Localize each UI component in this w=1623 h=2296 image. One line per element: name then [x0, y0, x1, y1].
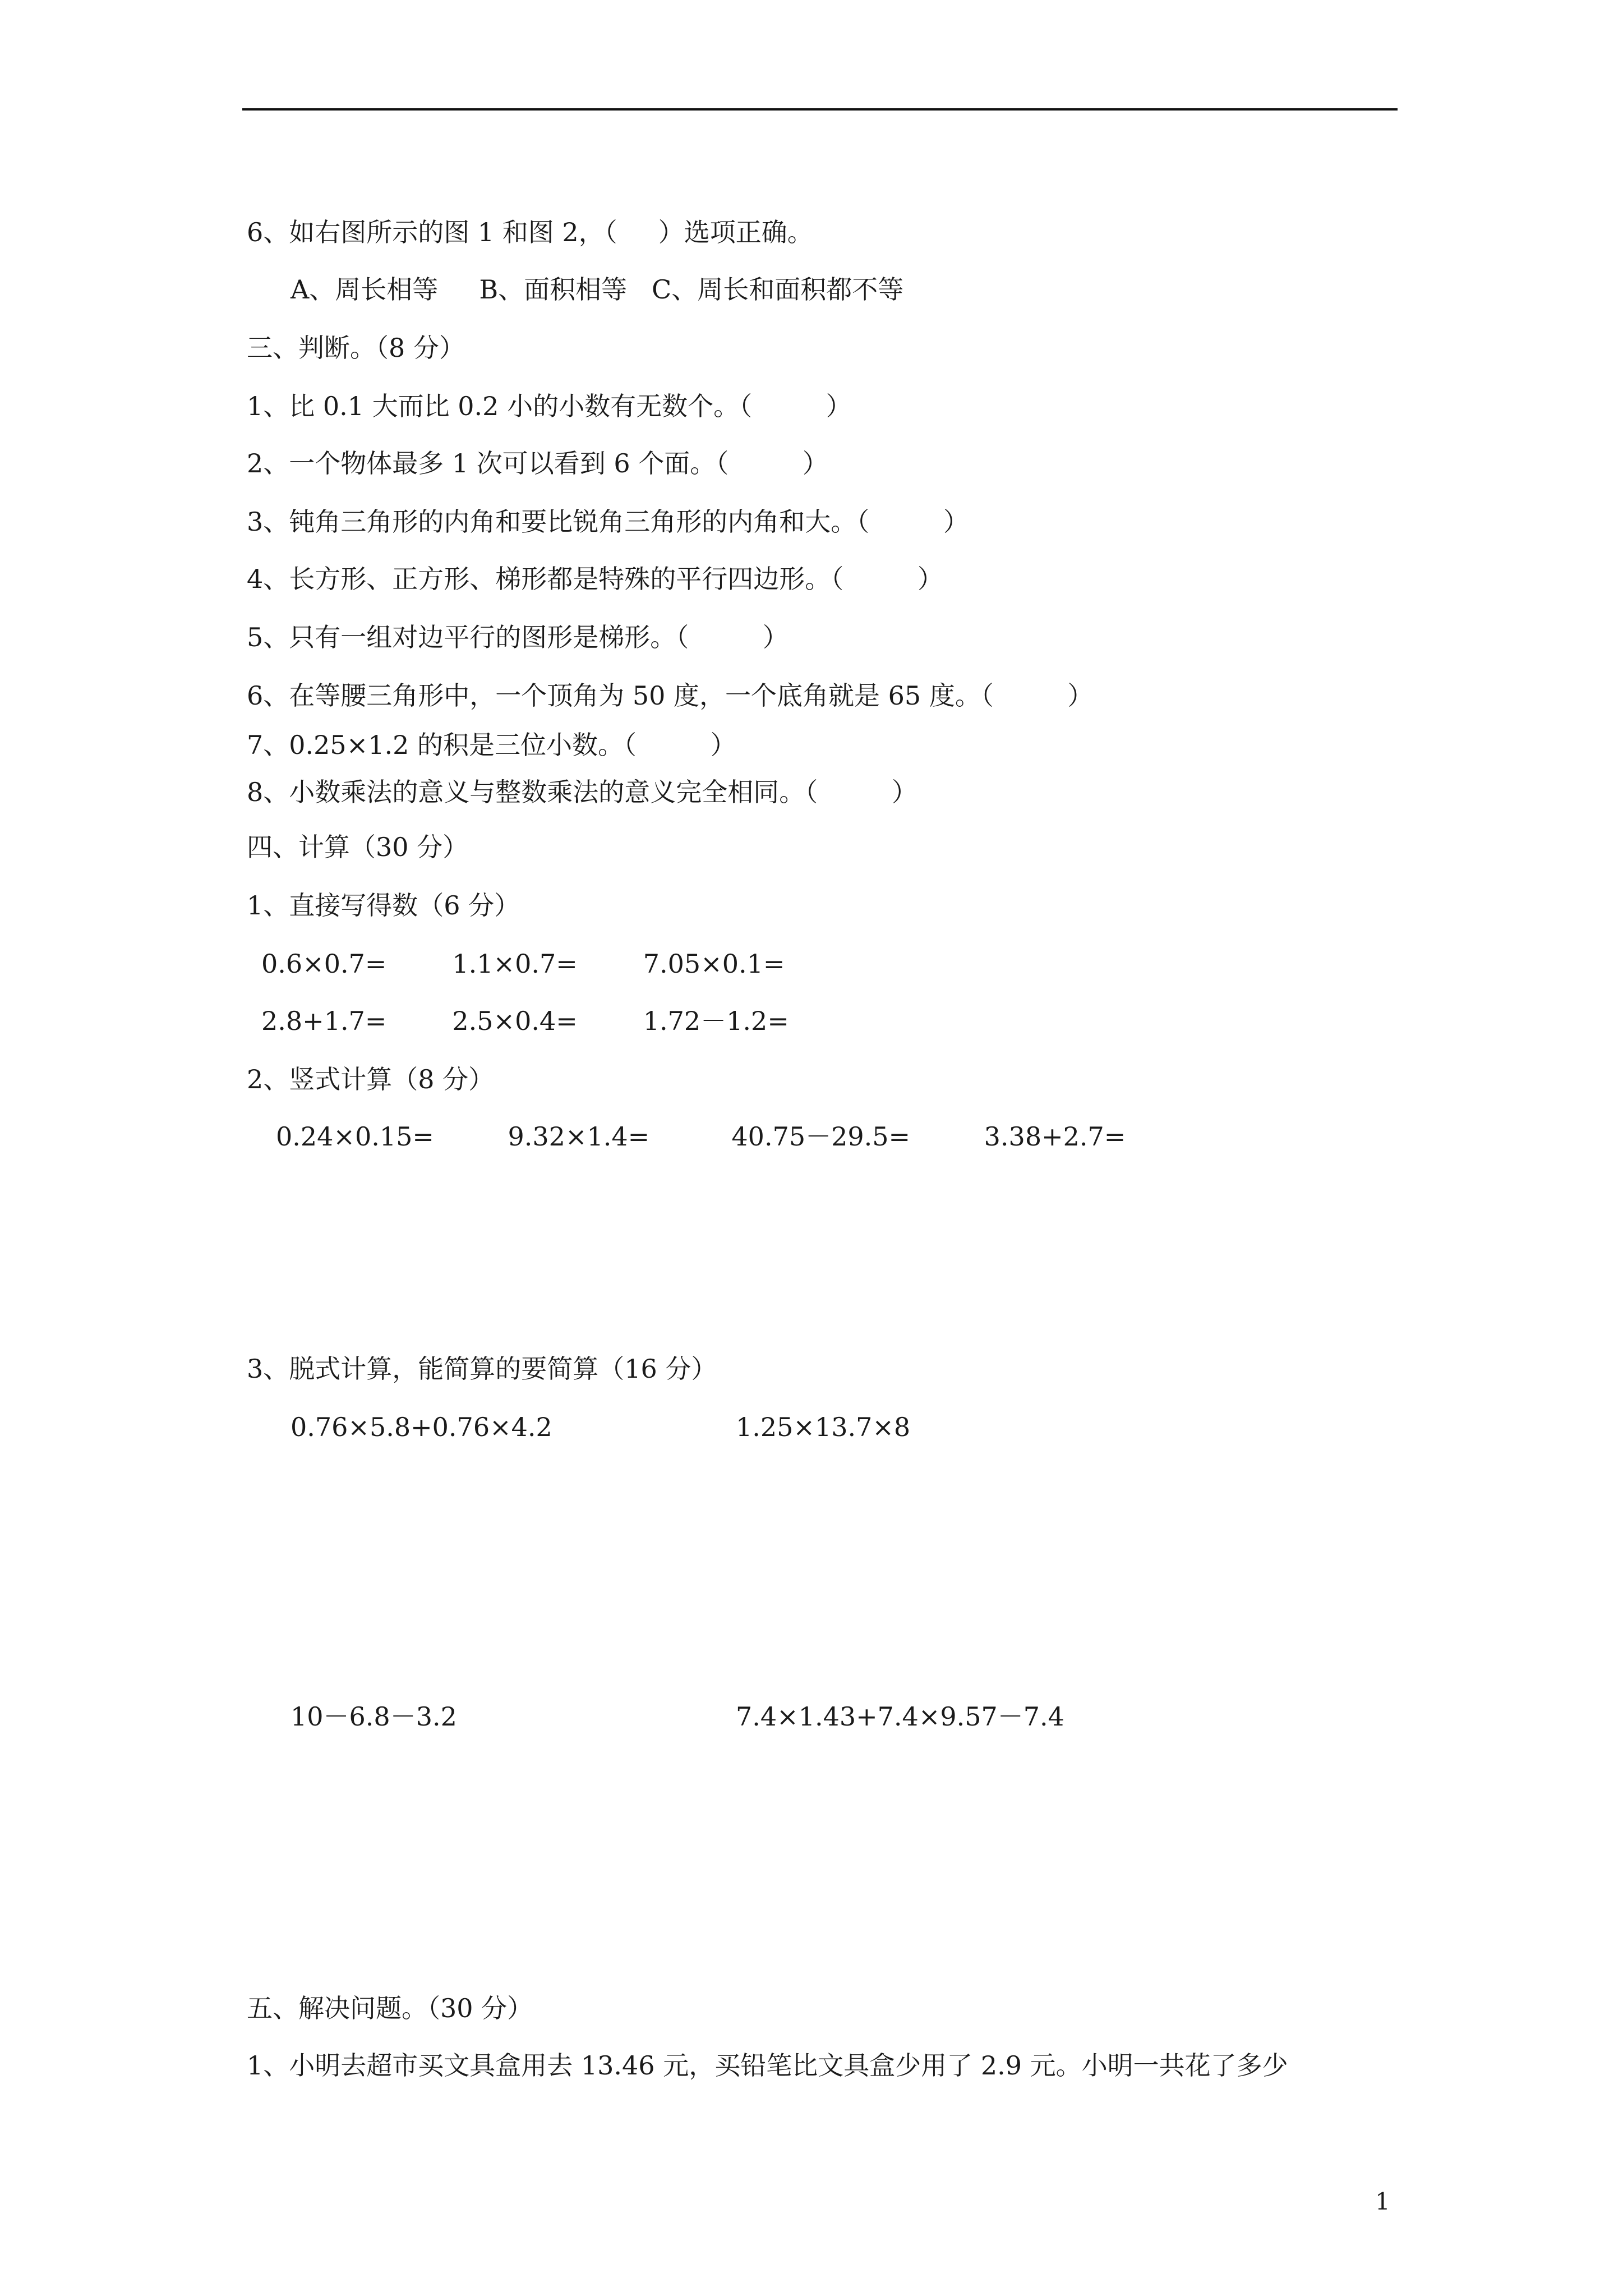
calc-part-1-row-1: 0.6×0.7= 1.1×0.7= 7.05×0.1=: [261, 949, 785, 979]
judge-item-3: 3、钝角三角形的内角和要比锐角三角形的内角和大。（ ）: [247, 507, 969, 537]
section-5-title: 五、解决问题。（30 分）: [247, 1993, 533, 2023]
judge-item-7: 7、0.25×1.2 的积是三位小数。（ ）: [247, 730, 736, 760]
calc-part-3-expr-c: 10－6.8－3.2: [291, 1701, 457, 1732]
question-6: 6、如右图所示的图 1 和图 2，（ ）选项正确。: [247, 217, 813, 247]
calc-part-3-title: 3、脱式计算，能简算的要简算（16 分）: [247, 1354, 717, 1384]
judge-item-5: 5、只有一组对边平行的图形是梯形。（ ）: [247, 622, 789, 652]
question-6-options: A、周长相等 B、面积相等 C、周长和面积都不等: [291, 274, 904, 305]
judge-item-8: 8、小数乘法的意义与整数乘法的意义完全相同。（ ）: [247, 777, 917, 807]
calc-part-3-expr-b: 1.25×13.7×8: [736, 1412, 911, 1442]
judge-item-4: 4、长方形、正方形、梯形都是特殊的平行四边形。（ ）: [247, 564, 943, 594]
judge-item-1: 1、比 0.1 大而比 0.2 小的小数有无数个。（ ）: [247, 391, 852, 421]
judge-item-6: 6、在等腰三角形中，一个顶角为 50 度，一个底角就是 65 度。（ ）: [247, 680, 1094, 711]
calc-part-1-row-2: 2.8+1.7= 2.5×0.4= 1.72－1.2=: [261, 1006, 789, 1036]
calc-part-1-title: 1、直接写得数（6 分）: [247, 890, 520, 921]
section-4-title: 四、计算（30 分）: [247, 832, 469, 862]
section-3-title: 三、判断。（8 分）: [247, 333, 465, 363]
calc-part-2-title: 2、竖式计算（8 分）: [247, 1064, 495, 1094]
judge-item-2: 2、一个物体最多 1 次可以看到 6 个面。（ ）: [247, 448, 828, 478]
calc-part-3-expr-d: 7.4×1.43+7.4×9.57－7.4: [736, 1701, 1064, 1732]
page-number: 1: [1375, 2188, 1390, 2215]
problem-1: 1、小明去超市买文具盒用去 13.46 元，买铅笔比文具盒少用了 2.9 元。小明一共花了多少: [247, 2050, 1288, 2081]
calc-part-2-row: 0.24×0.15= 9.32×1.4= 40.75－29.5= 3.38+2.7=: [276, 1121, 1126, 1152]
calc-part-3-expr-a: 0.76×5.8+0.76×4.2: [291, 1412, 552, 1442]
header-rule: [242, 108, 1398, 111]
